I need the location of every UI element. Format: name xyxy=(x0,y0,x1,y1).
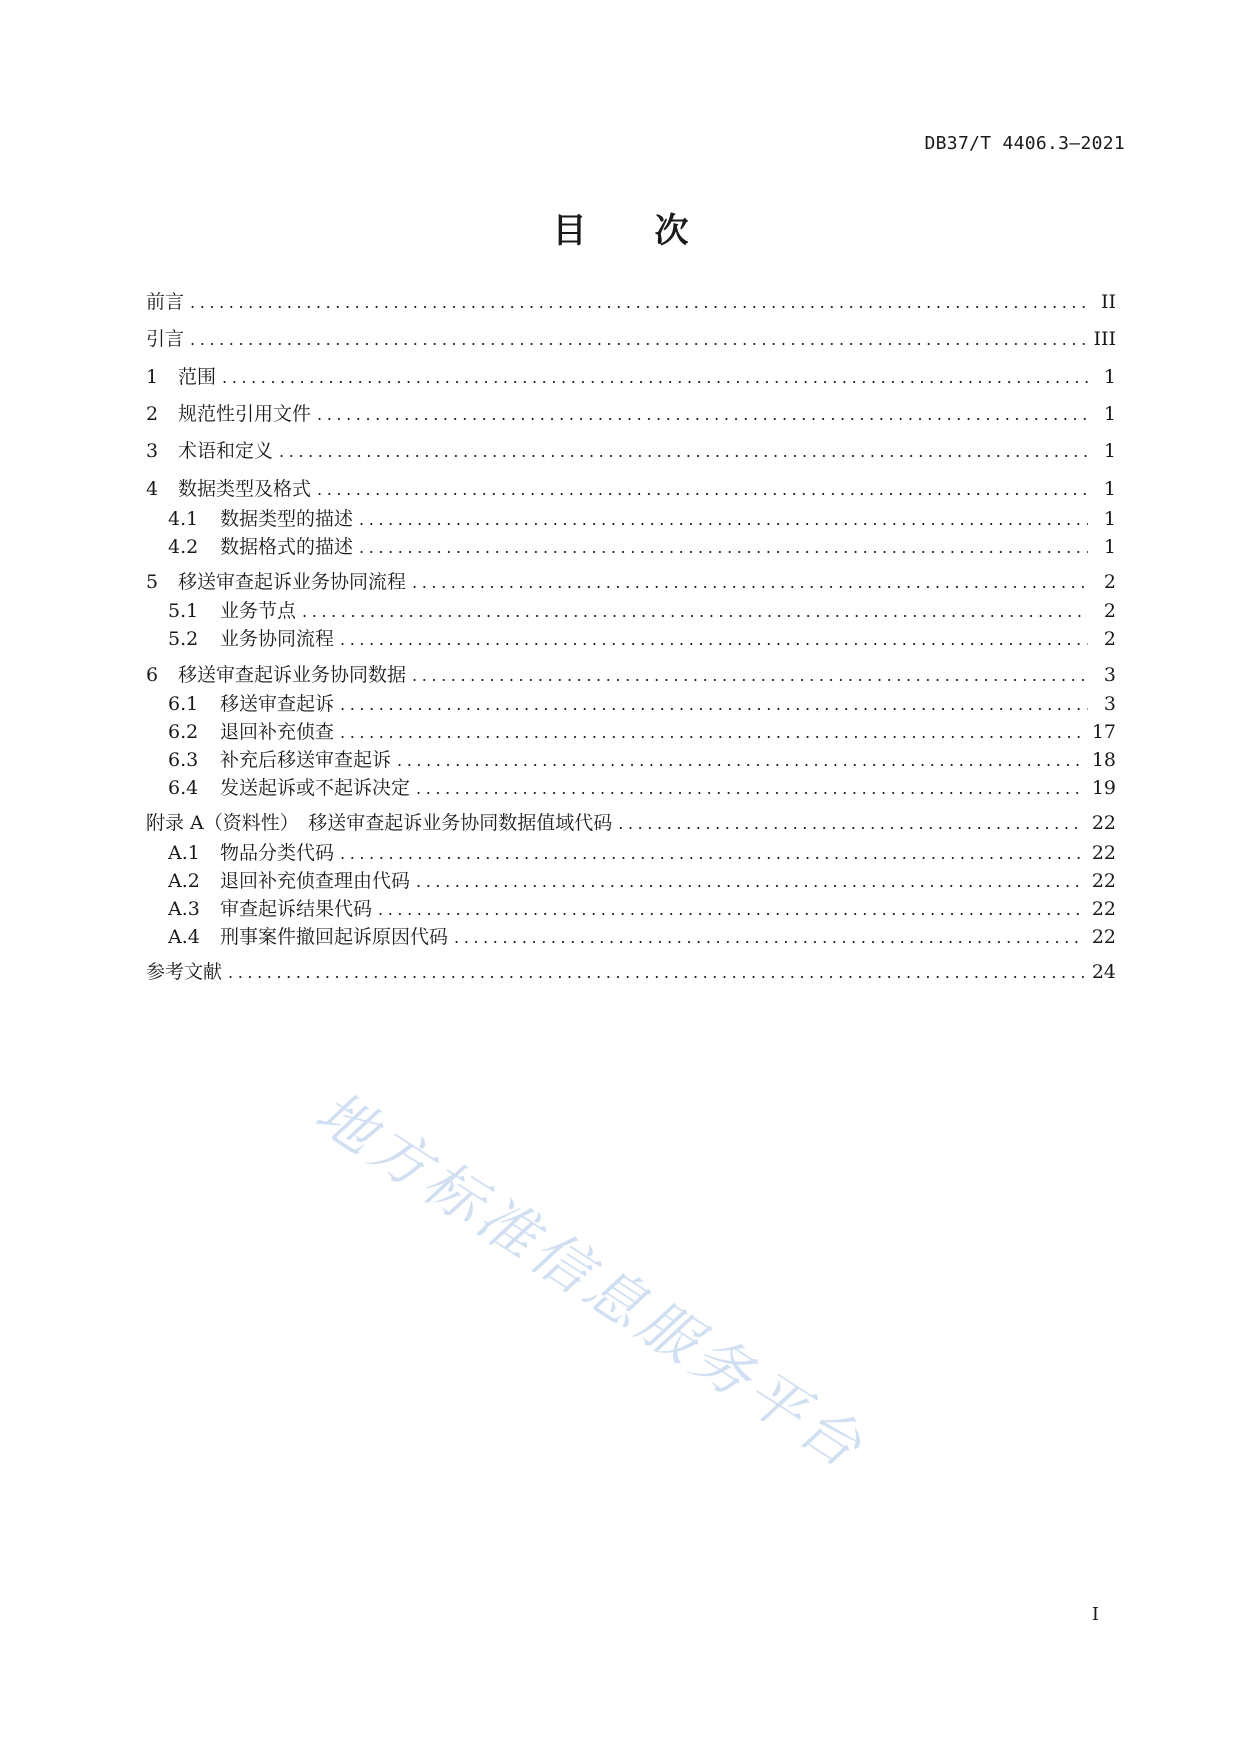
toc-label: 物品分类代码 xyxy=(220,842,335,864)
toc-leader xyxy=(454,928,1084,947)
toc-entry[interactable] xyxy=(168,866,1116,892)
toc-entry[interactable] xyxy=(168,894,1116,920)
toc-number: 4.1 xyxy=(168,508,199,530)
toc-entry[interactable] xyxy=(168,745,1116,771)
toc-page: 19 xyxy=(1091,777,1116,799)
toc-page: II xyxy=(1100,291,1116,313)
toc-label: 数据类型及格式 xyxy=(178,478,312,500)
toc-label: 范围 xyxy=(178,366,217,388)
page-title xyxy=(0,203,1241,252)
toc-page: 1 xyxy=(1103,403,1116,425)
toc-number: 5 xyxy=(146,571,159,593)
toc-page: 1 xyxy=(1103,536,1116,558)
toc-number: A.1 xyxy=(168,842,200,864)
toc-label: 附录 A（资料性） 移送审查起诉业务协同数据值域代码 xyxy=(146,812,613,834)
toc-label: 退回补充侦查 xyxy=(220,721,335,743)
toc-label: 业务协同流程 xyxy=(220,628,335,650)
toc-label: 退回补充侦查理由代码 xyxy=(220,870,411,892)
toc-label: 移送审查起诉业务协同数据 xyxy=(178,664,407,686)
toc-number: A.3 xyxy=(168,898,200,920)
toc-page: 3 xyxy=(1103,664,1116,686)
toc-page: 17 xyxy=(1091,721,1116,743)
toc-page: 3 xyxy=(1103,693,1116,715)
toc-leader xyxy=(397,751,1084,770)
toc-leader xyxy=(222,368,1088,387)
toc-leader xyxy=(279,442,1088,461)
toc-number: 5.1 xyxy=(168,600,199,622)
toc-page: III xyxy=(1093,328,1116,350)
title-char-2: 次 xyxy=(654,211,689,251)
page-number: I xyxy=(1091,1604,1099,1625)
toc-page: 2 xyxy=(1103,571,1116,593)
toc-leader xyxy=(340,630,1088,649)
toc-page: 22 xyxy=(1091,926,1116,948)
toc-page: 24 xyxy=(1091,961,1116,983)
toc-entry[interactable] xyxy=(168,504,1116,530)
toc-leader xyxy=(302,602,1088,621)
toc-number: 2 xyxy=(146,403,159,425)
toc-label: 移送审查起诉业务协同流程 xyxy=(178,571,407,593)
toc-label: 参考文献 xyxy=(146,961,223,983)
toc-entry[interactable] xyxy=(168,596,1116,622)
toc-page: 18 xyxy=(1091,749,1116,771)
toc-label: 规范性引用文件 xyxy=(178,403,312,425)
toc-leader xyxy=(412,573,1088,592)
toc-page: 22 xyxy=(1091,870,1116,892)
toc-entry[interactable] xyxy=(168,838,1116,864)
toc-label: 补充后移送审查起诉 xyxy=(220,749,392,771)
toc-page: 1 xyxy=(1103,508,1116,530)
document-code: DB37/T 4406.3—2021 xyxy=(924,133,1125,154)
toc-label: 刑事案件撤回起诉原因代码 xyxy=(220,926,449,948)
toc-entry[interactable] xyxy=(146,436,1116,462)
toc-entry[interactable] xyxy=(146,567,1116,593)
toc-entry[interactable] xyxy=(146,399,1116,425)
toc-number: 6.2 xyxy=(168,721,199,743)
toc-page: 22 xyxy=(1091,842,1116,864)
toc-leader xyxy=(317,480,1088,499)
toc-leader xyxy=(618,814,1084,833)
toc-page: 2 xyxy=(1103,600,1116,622)
toc-label: 术语和定义 xyxy=(178,440,274,462)
toc-entry[interactable] xyxy=(168,624,1116,650)
toc-number: 6 xyxy=(146,664,159,686)
toc-leader xyxy=(359,510,1088,529)
toc-label: 数据类型的描述 xyxy=(220,508,354,530)
toc-leader xyxy=(190,330,1085,349)
toc-number: 4.2 xyxy=(168,536,199,558)
toc-leader xyxy=(412,666,1088,685)
title-char-1: 目 xyxy=(552,211,587,251)
toc-number: 4 xyxy=(146,478,159,500)
toc-page: 22 xyxy=(1091,898,1116,920)
toc-page: 1 xyxy=(1103,478,1116,500)
toc-entry[interactable] xyxy=(168,773,1116,799)
toc-leader xyxy=(359,538,1088,557)
toc-page: 1 xyxy=(1103,366,1116,388)
toc-label: 引言 xyxy=(146,328,185,350)
toc-leader xyxy=(190,293,1088,312)
toc-label: 业务节点 xyxy=(220,600,297,622)
toc-label: 审查起诉结果代码 xyxy=(220,898,373,920)
watermark: 地方标准信息服务平台 xyxy=(303,1077,878,1484)
toc-leader xyxy=(340,695,1088,714)
toc-entry[interactable] xyxy=(168,689,1116,715)
toc-leader xyxy=(340,723,1084,742)
toc-entry[interactable] xyxy=(146,474,1116,500)
toc-number: 6.1 xyxy=(168,693,199,715)
toc-leader xyxy=(340,844,1084,863)
toc-number: 6.4 xyxy=(168,777,199,799)
toc-leader xyxy=(228,963,1084,982)
toc-number: 3 xyxy=(146,440,159,462)
toc-number: 6.3 xyxy=(168,749,199,771)
toc-label: 移送审查起诉 xyxy=(220,693,335,715)
toc-page: 1 xyxy=(1103,440,1116,462)
toc-entry[interactable] xyxy=(146,660,1116,686)
toc-leader xyxy=(416,779,1084,798)
toc-number: A.4 xyxy=(168,926,200,948)
toc-entry[interactable] xyxy=(146,808,1116,834)
toc-number: 5.2 xyxy=(168,628,199,650)
toc-entry[interactable] xyxy=(146,324,1116,350)
toc-entry[interactable] xyxy=(146,957,1116,983)
toc-leader xyxy=(378,900,1084,919)
toc-entry[interactable] xyxy=(146,362,1116,388)
toc-entry[interactable] xyxy=(146,287,1116,313)
toc-leader xyxy=(416,872,1084,891)
toc-label: 数据格式的描述 xyxy=(220,536,354,558)
toc-number: A.2 xyxy=(168,870,200,892)
toc-leader xyxy=(317,405,1088,424)
toc-label: 发送起诉或不起诉决定 xyxy=(220,777,411,799)
toc-label: 前言 xyxy=(146,291,185,313)
toc-page: 22 xyxy=(1091,812,1116,834)
toc-number: 1 xyxy=(146,366,159,388)
toc-entry[interactable] xyxy=(168,922,1116,948)
toc-page: 2 xyxy=(1103,628,1116,650)
toc-entry[interactable] xyxy=(168,717,1116,743)
toc-entry[interactable] xyxy=(168,532,1116,558)
